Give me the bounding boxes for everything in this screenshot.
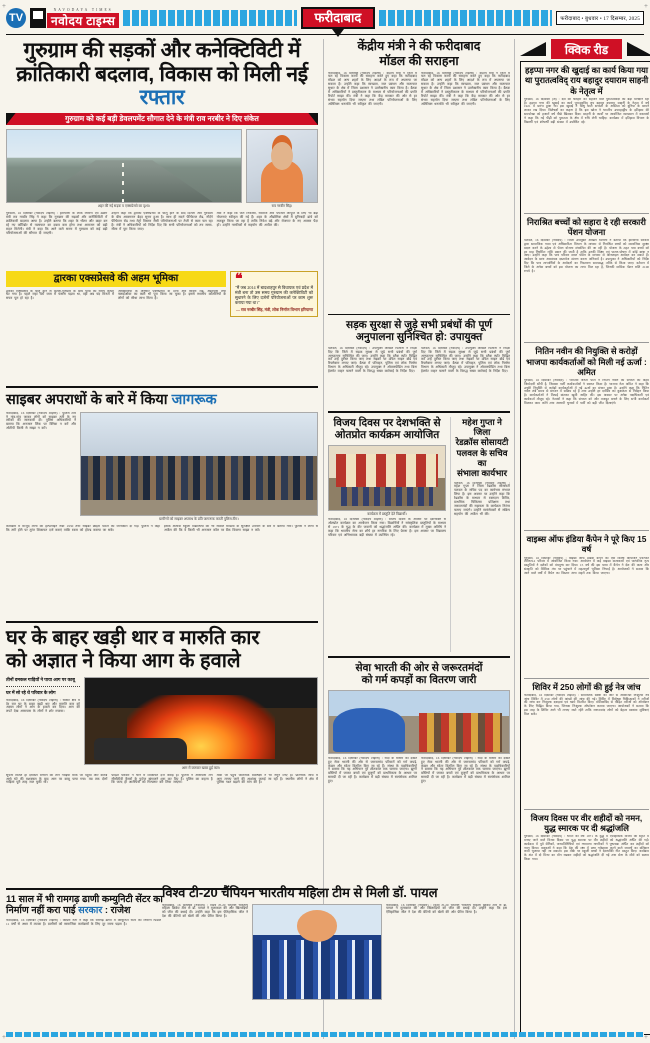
middle-divider-1 xyxy=(328,314,510,315)
lead-photo-row xyxy=(6,129,318,210)
paper-logo[interactable] xyxy=(30,8,119,28)
mahesh-headline-line1: महेश गुप्ता ने जिला xyxy=(462,416,502,437)
minister-headline-line1: केंद्रीय मंत्री ने की फरीदाबाद xyxy=(357,39,481,53)
divider-1 xyxy=(6,386,318,388)
minister-body-col1: फरीदाबाद, 16 दिसम्बर (नवोदय टाइम्स) : केंद्रीय मंत्री ने जिले में चल रहे विकास कार्यों की सराहना करते हुए कहा कि फरीदाबाद मॉडल को अन्य शहरों के लिए आदर्श के रूप में अपनाया जा सकता है। उन्होंने कहा कि स्वच्छता, जल प्रबंधन और यातायात सुधार के क्षेत्र में जिला प्रशासन ने उल्लेखनीय काम किया है। बैठक में अधिकारियों ने प्रस्तुतीकरण के माध्यम से परियोजनाओं की प्रगति रिपोर्ट साझा की। मंत्री ने कहा कि केंद्र सरकार की ओर से हर संभव सहयोग दिया जाएगा तथा लंबित परियोजनाओं के लिए अतिरिक्त धनराशि भी स्वीकृत की जाएगी। xyxy=(328,71,417,106)
quote-box xyxy=(230,271,318,317)
right-column xyxy=(520,39,650,1039)
quick-read-item[interactable] xyxy=(524,813,649,1032)
quick-read-box xyxy=(520,61,650,1035)
road-safety-body-col2: पलवल, 16 दिसम्बर (नवोदय) : उपायुक्त अखिल पिलानी ने निर्देश दिए कि जिले में सड़क सुरक्षा से जुड़े सभी प्रबंधों की पूर्ण अनुपालना सुनिश्चित की जाए। उन्होंने कहा कि ब्लैक स्पॉट चिह्नित कर उन्हें दुरुस्त किया जाए तथा सड़कों पर उचित साइन बोर्ड एवं रिफ्लेक्टर लगाए जाएं। बैठक में परिवहन, पुलिस एवं लोक निर्माण विभाग के अधिकारी मौजूद रहे। उपायुक्त ने ओवरस्पीडिंग तथा बिना हेलमेट वाहन चलाने वालों के विरुद्ध सख्त कार्रवाई के निर्देश दिए। xyxy=(421,346,510,374)
middle-divider-3 xyxy=(328,656,510,658)
dwarka-body xyxy=(6,290,226,382)
road-safety-headline-line2: अनुपालना सुनिश्चित हो: उपायुक्त xyxy=(355,331,483,344)
mahesh-body: पलवल, 16 दिसम्बर (नवोदय टाइम्स) : महेश गुप्ता ने जिला रेडक्रॉस सोसायटी पलवल के सचिव पद का कार्यभार संभाल लिया है। इस अवसर पर उन्होंने कहा कि रेडक्रॉस के माध्यम से रक्तदान शिविर, प्राथमिक चिकित्सा प्रशिक्षण तथा जरूरतमंदों की सहायता के कार्यक्रम निरंतर चलाए जाएंगे। उन्होंने स्वयंसेवकों से सक्रिय सहयोग की अपील भी की। xyxy=(454,481,510,516)
cyber-body-rest xyxy=(6,525,318,617)
vijay-mahesh-row xyxy=(328,417,510,652)
cyber-body-col3: इसके अलावा स्कूली विद्यार्थियों को भी सोशल मीडिया के सुरक्षित उपयोग के बारे में बताया गया। पुलिस ने लोगों से अपील की कि वे किसी भी अनजान कॉल पर बैंक विवरण साझा न करें। xyxy=(164,524,318,532)
minister-headline-line2: मॉडल की सराहना xyxy=(379,53,459,68)
lead-photo-portrait xyxy=(246,129,318,203)
dwarka-body-col2: अधिकारियों के अनुसार एक्सप्रेसवे के दोनों ओर सर्विस रोड, अंडरपास तथा फ्लाईओवर का काम भी पूरा किया जा चुका है। इससे स्थानीय कॉलोनियों के लोगों को सीधा लाभ मिला है। xyxy=(118,289,226,301)
womens-team-content xyxy=(162,904,507,1000)
lead-photo-caption: शहर की नई सड़क व एक्सप्रेसवे का दृश्य। xyxy=(97,204,151,209)
quick-read-body: पलवल, 16 दिसम्बर (नवोदय) : जिला उपायुक्त अखिल पिलानी ने बताया कि हरियाणा सरकार द्वारा सामाजिक न्याय एवं अधिकारिता विभाग के माध्यम से निराश्रित बच्चों को सामाजिक सुरक्षा प्रदान करने के उद्देश्य से पेंशन योजना संचालित की जा रही है। योजना के तहत पात्र बच्चों को हर माह निर्धारित राशि प्रदान की जाती है ताकि उनकी शिक्षा एवं पालन-पोषण में कोई बाधा न आए। उन्होंने कहा कि पात्र परिवार सरल पोर्टल के माध्यम से ऑनलाइन आवेदन कर सकते हैं। आवेदन के साथ आवश्यक दस्तावेज संलग्न करना अनिवार्य है। उपायुक्त ने अधिकारियों को निर्देश दिए कि पात्र लाभार्थियों के आवेदनों का निस्तारण समयबद्ध तरीके से किया जाए। वर्तमान में जिले के अनेक बच्चों को इस योजना का लाभ मिल रहा है, जिनकी मासिक पेंशन राशि 2100 रुपये है। xyxy=(524,239,649,273)
lead-headline-line1: गुरुग्राम की सड़कों और कनेक्टिविटी में xyxy=(23,39,301,62)
masthead-bars-left xyxy=(123,10,296,26)
fire-photo xyxy=(84,677,318,765)
quick-read-body: गुरुग्राम, 16 दिसम्बर (अ) : देश की धरोहरों को सहेजने वाले पुरातत्वविदों का बड़ा योगदान रहा है। हड़प्पा नगर की खुदाई का कार्य पुरातत्वविद् राय बहादुर दयाराम साहनी के नेतृत्व में वर्ष 1921 में प्रारंभ हुआ था। इस खुदाई ने सिंधु घाटी सभ्यता के अस्तित्व को दुनिया के सामने लाकर रख दिया। विशेषज्ञों का कहना है कि इस खोज ने भारतीय उपमहाद्वीप के इतिहास की समयरेखा को हजारों वर्ष पीछे खिसका दिया। साहनी के कार्यों पर आयोजित व्याख्यान में वक्ताओं ने कहा कि नई पीढ़ी को पुरातत्व के क्षेत्र में रुचि लेनी चाहिए। कार्यक्रम में इतिहास विभाग के विद्यार्थी एवं शोधार्थी बड़ी संख्या में उपस्थित रहे। xyxy=(524,97,649,124)
womens-team-body-col2: फरीदाबाद, 16 दिसम्बर (नवोदय) : विश्व टी-20 चैंपियन भारतीय महिला क्रिकेट टीम से डॉ. पायल ने मुलाकात की और खिलाड़ियों को जीत की बधाई दी। उन्होंने कहा कि इस ऐतिहासिक जीत ने देश की बेटियों को खेलों की ओर प्रेरित किया है। xyxy=(386,903,507,915)
masthead xyxy=(6,3,644,35)
quick-read-headline: नितिन नवीन की नियुक्ति से करोड़ों भाजपा कार्यकर्ताओं को मिली नई ऊर्जा : अमित xyxy=(526,346,647,377)
fire-photo-caption: आग में जलकर खाक हुई कार। xyxy=(181,765,221,770)
lead-headline xyxy=(6,39,318,110)
dateline: फरीदाबाद • बुधवार • 17 दिसम्बर, 2025 xyxy=(556,11,644,25)
lead-headline-accent: रफ्तार xyxy=(139,86,185,110)
quick-read-divider-3 xyxy=(524,530,649,531)
lead-body xyxy=(6,212,318,268)
fire-body-col2: सूचना मिलते ही दमकल विभाग की तीन गाड़ियां मौके पर पहुंचीं और करीब आधे घंटे की मशक्कत के बाद आग पर काबू पाया गया। तब तक दोनों गाड़ियां पूरी तरह जल चुकी थीं। xyxy=(6,773,108,785)
minister-body xyxy=(328,72,510,310)
quick-read-headline: शिविर में 250 लोगों की हुई नेत्र जांच xyxy=(532,681,641,692)
fire-headline-line1: घर के बाहर खड़ी थार व मारुति कार xyxy=(6,626,260,649)
quick-read-body: फरीदाबाद, 16 दिसम्बर (नवोदय टाइम्स) : सामाजिक संस्था की ओर से आयोजित निःशुल्क नेत्र जांच शिविर में 250 लोगों की आंखों की जांच की गई। शिविर में विशेषज्ञ चिकित्सकों ने मरीजों की जांच कर निःशुल्क दवाइयां एवं चश्मे वितरित किए। मोतियाबिंद से पीड़ित मरीजों को ऑपरेशन के लिए चिह्नित किया गया, जिनका निःशुल्क ऑपरेशन कराया जाएगा। आयोजकों ने बताया कि इस तरह के शिविर आगे भी लगाए जाते रहेंगे ताकि जरूरतमंद लोगों को बेहतर स्वास्थ्य सुविधाएं मिल सकें। xyxy=(524,693,649,716)
seva-bharti-headline xyxy=(328,662,510,687)
dwarka-section xyxy=(6,271,318,382)
seva-bharti-body-col2: फरीदाबाद, 16 दिसम्बर (नवोदय टाइम्स) : सर्दी के मौसम को देखते हुए सेवा भारती की ओर से जरूरतमंद परिवारों को गर्म कपड़े, कंबल और स्वेटर वितरित किए जा रहे हैं। संस्था के पदाधिकारियों ने बताया कि यह अभियान पूरे शीतकाल तक चलाया जाएगा। झुग्गी बस्तियों में जाकर बच्चों एवं बुजुर्गों को प्राथमिकता के आधार पर सामग्री दी जा रही है। कार्यक्रम में बड़ी संख्या में स्वयंसेवक शामिल हुए। xyxy=(421,756,510,784)
mahesh-headline-line2: रेडक्रॉस सोसायटी xyxy=(455,437,509,448)
ramgarh-body: फरीदाबाद, 16 दिसम्बर (नवोदय टाइम्स) : कांग्रेस नेता ने कहा कि रामगढ़ ढाणी में कम्युनिटी सेंटर का निर्माण पिछले 11 वर्षों से अधर में लटका है। ग्रामीणों को सामाजिक कार्यक्रमों के लिए दूर जाना पड़ता है। xyxy=(6,919,161,927)
cyber-headline-accent: जागरूक xyxy=(171,391,217,408)
cyber-content xyxy=(6,412,318,523)
quick-read-divider-2 xyxy=(524,342,649,343)
cyber-headline-part1: साइबर अपराधों के बारे में किया xyxy=(6,391,172,408)
paper-kicker: NAVODAYA TIMES xyxy=(53,8,113,12)
fire-content xyxy=(6,677,318,772)
road-safety-headline xyxy=(328,319,510,344)
cyber-body-col1: फरीदाबाद, 16 दिसम्बर (नवोदय टाइम्स) : पुलिस टीम ने गांव-गांव जाकर लोगों को साइबर ठगी के नए तरीकों की जानकारी दी। पुलिस अधिकारियों ने बताया कि अनजान लिंक पर क्लिक न करें और ओटीपी किसी से साझा न करें। xyxy=(6,411,76,431)
lead-body-col3: मंत्री ने कहा कि जल निकासी, सीवरेज और पेयजल आपूर्ति के लिए भी बड़ी योजनाएं स्वीकृत की गई हैं। शहर के औद्योगिक क्षेत्रों में बुनियादी ढांचे को मजबूत किया जा रहा है ताकि निवेश बढ़े और रोजगार के नए अवसर पैदा हों। उन्होंने नागरिकों से सहयोग की अपील की। xyxy=(216,212,318,227)
cyber-photo xyxy=(80,412,318,516)
crop-mark-tl: + xyxy=(2,2,6,10)
quick-read-label: क्विक रीड xyxy=(551,39,622,59)
quick-read-divider-5 xyxy=(524,809,649,810)
womens-team-body-col1: फरीदाबाद, 16 दिसम्बर (नवोदय) : विश्व टी-20 चैंपियन भारतीय महिला क्रिकेट टीम से डॉ. पायल ने मुलाकात की और खिलाड़ियों को जीत की बधाई दी। उन्होंने कहा कि इस ऐतिहासिक जीत ने देश की बेटियों को खेलों की ओर प्रेरित किया है। xyxy=(162,903,248,919)
quick-read-divider-4 xyxy=(524,678,649,679)
masthead-bars-right xyxy=(379,10,552,26)
quick-read-body: गुरुग्राम, 16 दिसम्बर (नवोदय) : वाइब्स ऑफ इंडिया कैंपेन का एक विशेष आयोजन एयरपोर्ट टर्मिनल-2 परिसर में आयोजित किया गया। आयोजन में कई वाइब्स कलाकारों एवं पारंपरिक नृत्य प्रस्तुतियों ने दर्शकों को मंत्रमुग्ध कर दिया। 15 वर्ष की इस यात्रा में कैंपेन ने देश की कला और संस्कृति को वैश्विक मंच पर पहुंचाने में महत्वपूर्ण भूमिका निभाई है। आयोजकों ने बताया कि आने वाले वर्षों में कैंपेन का विस्तार अन्य शहरों तक किया जाएगा। xyxy=(524,556,649,575)
vijay-diwas-body: फरीदाबाद, 16 दिसम्बर (नवोदय टाइम्स) : विजय दिवस के अवसर पर देशभक्ति से ओतप्रोत कार्यक्रम का आयोजन किया गया। विद्यार्थियों ने सांस्कृतिक प्रस्तुतियों के माध्यम से 1971 के युद्ध के वीर जवानों को श्रद्धांजलि अर्पित की। कार्यक्रम में मुख्य अतिथि ने कहा कि भारतीय सेना का शौर्य हर नागरिक के लिए प्रेरणा है। इस अवसर पर विद्यालय परिवार एवं अभिभावक बड़ी संख्या में उपस्थित रहे। xyxy=(328,517,446,537)
fire-headline xyxy=(6,627,318,673)
fire-body-col1: फरीदाबाद, 16 दिसम्बर (नवोदय टाइम्स) : सेक्टर क्षेत्र में देर रात घर के बाहर खड़ी थार और मारुति कार को अज्ञात लोगों ने आग के हवाले कर दिया। आग की लपटें देख आसपास के लोगों ने शोर मचाया। xyxy=(6,698,80,714)
ramgarh-headline-part2: : राजेश xyxy=(102,905,131,917)
vijay-diwas-photo xyxy=(328,445,446,511)
fire-headline-line2: को अज्ञात ने किया आग के हवाले xyxy=(6,649,241,672)
quick-read-divider-1 xyxy=(524,213,649,214)
ramgarh-headline xyxy=(6,894,166,917)
mahesh-headline-line4: संभाला कार्यभार xyxy=(456,468,508,479)
vijay-diwas-caption: कार्यक्रम में प्रस्तुति देते विद्यार्थी। xyxy=(367,511,407,516)
lead-headline-line2 xyxy=(6,63,318,110)
lead-photo-road xyxy=(6,129,242,203)
crop-mark-br: + xyxy=(644,1033,648,1041)
lead-subbanner: गुरुग्राम को कई बड़ी डेवलपमेंट सौगात देने के मंत्री राव नरबीर ने दिए संकेत xyxy=(6,113,318,126)
quick-read-headline: निराश्रित बच्चों को सहारा दे रही सरकारी पेंशन योजना xyxy=(527,216,646,237)
flag-icon xyxy=(30,8,46,28)
seva-bharti-body-col1: फरीदाबाद, 16 दिसम्बर (नवोदय टाइम्स) : सर्दी के मौसम को देखते हुए सेवा भारती की ओर से जरूरतमंद परिवारों को गर्म कपड़े, कंबल और स्वेटर वितरित किए जा रहे हैं। संस्था के पदाधिकारियों ने बताया कि यह अभियान पूरे शीतकाल तक चलाया जाएगा। झुग्गी बस्तियों में जाकर बच्चों एवं बुजुर्गों को प्राथमिकता के आधार पर सामग्री दी जा रही है। कार्यक्रम में बड़ी संख्या में स्वयंसेवक शामिल हुए। xyxy=(328,756,417,784)
ramgarh-headline-part1: 11 साल में भी रामगढ़ ढाणी कम्युनिटी सेंटर का निर्माण नहीं करा पाई xyxy=(6,893,163,917)
quick-read-header xyxy=(520,39,650,59)
quick-read-item[interactable] xyxy=(524,346,649,527)
fire-body-col4: मौके पर पहुंचे फॉरेंसिक विशेषज्ञों ने भी नमूने लिए हैं। प्रारंभिक जांच में आग लगाए जाने की आशंका जताई जा रही है। स्थानीय लोगों ने क्षेत्र में पुलिस गश्त बढ़ाने की मांग की है। xyxy=(216,773,318,785)
quote-mark-icon: ❝ xyxy=(235,272,243,288)
quick-read-item[interactable] xyxy=(524,65,649,210)
minister-body-col2: फरीदाबाद, 16 दिसम्बर (नवोदय टाइम्स) : केंद्रीय मंत्री ने जिले में चल रहे विकास कार्यों की सराहना करते हुए कहा कि फरीदाबाद मॉडल को अन्य शहरों के लिए आदर्श के रूप में अपनाया जा सकता है। उन्होंने कहा कि स्वच्छता, जल प्रबंधन और यातायात सुधार के क्षेत्र में जिला प्रशासन ने उल्लेखनीय काम किया है। बैठक में अधिकारियों ने प्रस्तुतीकरण के माध्यम से परियोजनाओं की प्रगति रिपोर्ट साझा की। मंत्री ने कहा कि केंद्र सरकार की ओर से हर संभव सहयोग दिया जाएगा तथा लंबित परियोजनाओं के लिए अतिरिक्त धनराशि भी स्वीकृत की जाएगी। xyxy=(421,71,510,106)
quick-read-item[interactable] xyxy=(524,682,649,806)
crop-mark-tr: + xyxy=(644,2,648,10)
ramgarh-headline-accent: सरकार xyxy=(78,905,103,917)
road-safety-body xyxy=(328,347,510,407)
quick-read-item[interactable] xyxy=(524,534,649,675)
lead-headline-line2-part1: क्रांतिकारी बदलाव, विकास को मिली नई xyxy=(16,62,308,86)
seva-bharti-headline-line1: सेवा भारती की ओर से जरूरतमंदों xyxy=(355,661,483,674)
cyber-headline xyxy=(6,392,318,409)
dwarka-body-col1: द्वारका एक्सप्रेसवे के चालू होने से दिल्ली-गुरुग्राम के बीच यात्रा का समय काफी घट गया है। पहले जहां घंटों जाम में फंसना पड़ता था, वहीं अब चंद मिनटों में सफर पूरा हो रहा है। xyxy=(6,289,114,301)
womens-team-section xyxy=(162,886,507,1000)
quick-read-body: गुरुग्राम, 16 दिसम्बर (नवोदय) : भारत की वर्ष 1971 के युद्ध में ऐतिहासिक विजय की स्मृति में मनाए जाने वाले विजय दिवस पर युद्ध स्मारक पर वीर शहीदों को श्रद्धांजलि अर्पित की गई। कार्यक्रम में पूर्व सैनिकों, जनप्रतिनिधियों एवं गणमान्य नागरिकों ने पुष्पचक्र अर्पित कर शहीदों को नमन किया। वक्ताओं ने कहा कि देश की रक्षा में प्राण न्योछावर करने वाले जवानों का बलिदान कभी भुलाया नहीं जा सकता। इस मौके पर स्कूली बच्चों ने देशभक्ति गीत प्रस्तुत किए। कार्यक्रम के अंत में दो मिनट का मौन रखकर शहीदों को श्रद्धांजलि दी गई तथा सेना के शौर्य को सलाम किया गया। xyxy=(524,835,649,862)
road-safety-body-col1: पलवल, 16 दिसम्बर (नवोदय) : उपायुक्त अखिल पिलानी ने निर्देश दिए कि जिले में सड़क सुरक्षा से जुड़े सभी प्रबंधों की पूर्ण अनुपालना सुनिश्चित की जाए। उन्होंने कहा कि ब्लैक स्पॉट चिह्नित कर उन्हें दुरुस्त किया जाए तथा सड़कों पर उचित साइन बोर्ड एवं रिफ्लेक्टर लगाए जाएं। बैठक में परिवहन, पुलिस एवं लोक निर्माण विभाग के अधिकारी मौजूद रहे। उपायुक्त ने ओवरस्पीडिंग तथा बिना हेलमेट वाहन चलाने वालों के विरुद्ध सख्त कार्रवाई के निर्देश दिए। xyxy=(328,346,417,374)
dwarka-band: द्वारका एक्सप्रेसवे की अहम भूमिका xyxy=(6,271,226,287)
fire-kicker-divider xyxy=(6,686,80,687)
mahesh-headline xyxy=(454,417,510,479)
quote-text: "मैं जब 2014 में बादशाहपुर से विधायक एवं प्रदेश में मंत्री बना तो उस समय गुरुग्राम की कनेक्टिविटी को सुधारने के लिए दर्जनों परियोजनाओं पर काम शुरू कराया गया था।" xyxy=(235,284,313,305)
fire-kicker-2: घर में सो रहे थे परिवार के लोग xyxy=(6,689,56,695)
city-edition-label: फरीदाबाद xyxy=(301,7,376,28)
middle-divider-2 xyxy=(328,411,510,413)
tv-logo-icon[interactable]: TV xyxy=(6,8,26,28)
womens-team-photo xyxy=(252,904,382,1000)
vijay-diwas-headline-line1: विजय दिवस पर देशभक्ति से xyxy=(333,416,441,429)
quick-read-item[interactable] xyxy=(524,217,649,340)
womens-team-headline: विश्व टी-20 चैंपियन भारतीय महिला टीम से मिली डॉ. पायल xyxy=(162,885,438,900)
lead-portrait-caption: राव नरबीर सिंह। xyxy=(271,204,293,209)
footer-color-bar xyxy=(6,1032,644,1037)
mahesh-headline-line3: पलवल के सचिव का xyxy=(456,447,508,468)
quick-read-headline: हड़प्पा नगर की खुदाई का कार्य किया गया था पुरातत्वविद् राय बहादुर दयाराम साहनी के नेतृत्व में xyxy=(524,65,649,96)
cyber-body-col2: कार्यक्रम में मौजूद लोगों को हेल्पलाइन नंबर 1930 तथा साइबर क्राइम पोर्टल की जानकारी दी गई। पुलिस ने कहा कि ठगी होने पर तुरंत शिकायत दर्ज कराएं ताकि रकम को होल्ड कराया जा सके। xyxy=(6,524,160,532)
quote-attribution: — राव नरबीर सिंह, मंत्री, लोक निर्माण विभाग हरियाणा xyxy=(235,306,313,312)
paper-name: नवोदय टाइम्स xyxy=(47,13,119,28)
quick-read-headline: वाइब्स ऑफ इंडिया कैंपेन ने पूरे किए 15 वर्ष xyxy=(526,534,647,555)
lead-body-col2: उन्होंने कहा कि द्वारका एक्सप्रेसवे के चालू होने के बाद दिल्ली और गुरुग्राम के बीच आवागमन बेहद सुगम हुआ है। साथ ही सदर्न पेरिफेरल रोड, नॉर्दर्न पेरिफेरल रोड तथा मेट्रो विस्तार जैसी परियोजनाओं पर तेजी से काम चल रहा है। मंत्री ने अधिकारियों को निर्देश दिए कि सभी परियोजनाओं को तय समय-सीमा में पूरा किया जाए। xyxy=(111,212,213,231)
seva-bharti-headline-line2: को गर्म कपड़ों का वितरण जारी xyxy=(361,674,477,687)
divider-2 xyxy=(6,621,318,623)
minister-headline xyxy=(328,39,510,69)
crop-mark-bl: + xyxy=(2,1033,6,1041)
seva-bharti-photo xyxy=(328,690,510,754)
city-tab-notch-icon xyxy=(332,29,344,37)
city-edition-tab[interactable] xyxy=(301,7,376,28)
quick-read-headline: विजय दिवस पर वीर शहीदों को नमन, युद्ध स्मारक पर दी श्रद्धांजलि xyxy=(530,812,643,833)
fire-kicker-1: तीनों दमकल गाड़ियों ने पाया आग पर काबू xyxy=(6,676,75,682)
vijay-diwas-headline-line2: ओतप्रोत कार्यक्रम आयोजित xyxy=(334,429,440,442)
lead-body-col1: गुरुग्राम, 16 दिसम्बर (नवोदय टाइम्स) : हरियाणा के लोक निर्माण एवं उद्योग मंत्री राव नरबीर सिंह ने कहा कि गुरुग्राम की सड़कों और कनेक्टिविटी में क्रांतिकारी बदलाव आया है। उन्होंने बताया कि शहर के भीतर और बाहर बन रहे नए कॉरिडोर से यातायात का दबाव कम होगा तथा आमजन को बड़ी राहत मिलेगी। मंत्री ने कहा कि आने वाले समय में गुरुग्राम को कई बड़ी परियोजनाओं की सौगात दी जाएगी। xyxy=(6,212,108,235)
cyber-photo-caption: ग्रामीणों को साइबर अपराध के प्रति जागरूक करती पुलिस टीम। xyxy=(159,516,239,521)
fire-body-col3: पीड़ित परिवार ने थाने में शिकायत दर्ज कराई है। पुलिस ने आसपास लगे सीसीटीवी कैमरों के फुटेज खंगालने शुरू कर दिए हैं। पुलिस का कहना है कि जल्द ही आरोपियों को गिरफ्तार कर लिया जाएगा। xyxy=(111,773,213,785)
quick-read-body: गुरुग्राम, 16 दिसम्बर (नवोदय) : भारतीय जनता पार्टी ने नितिन नवीन को संगठन की अहम जिम्मेदारी सौंपी है, जिसका पार्टी कार्यकर्ताओं ने स्वागत किया है। भाजपा नेता अमित ने कहा कि उनकी नियुक्ति से करोड़ों कार्यकर्ताओं में नई ऊर्जा का संचार हुआ है। उन्होंने कहा कि नितिन नवीन लंबे समय से संगठन में सक्रिय रहे हैं तथा उन्होंने हर दायित्व का कुशलता से निर्वहन किया है। कार्यकर्ताओं ने मिठाई बांटकर खुशी जाहिर की। इस अवसर पर अनेक पदाधिकारी एवं कार्यकर्ता मौजूद रहे। नेताओं ने कहा कि संगठन को और मजबूत बनाने के लिए सभी कार्यकर्ता मिलकर काम करेंगे तथा आगामी चुनावों में पार्टी को बड़ी जीत दिलाएंगे। xyxy=(524,379,649,405)
fire-kicker-list xyxy=(6,677,80,696)
vijay-diwas-headline xyxy=(328,417,446,442)
fire-body-rest xyxy=(6,774,318,884)
road-safety-headline-line1: सड़क सुरक्षा से जुड़े सभी प्रबंधों की पूर्ण xyxy=(345,318,493,331)
